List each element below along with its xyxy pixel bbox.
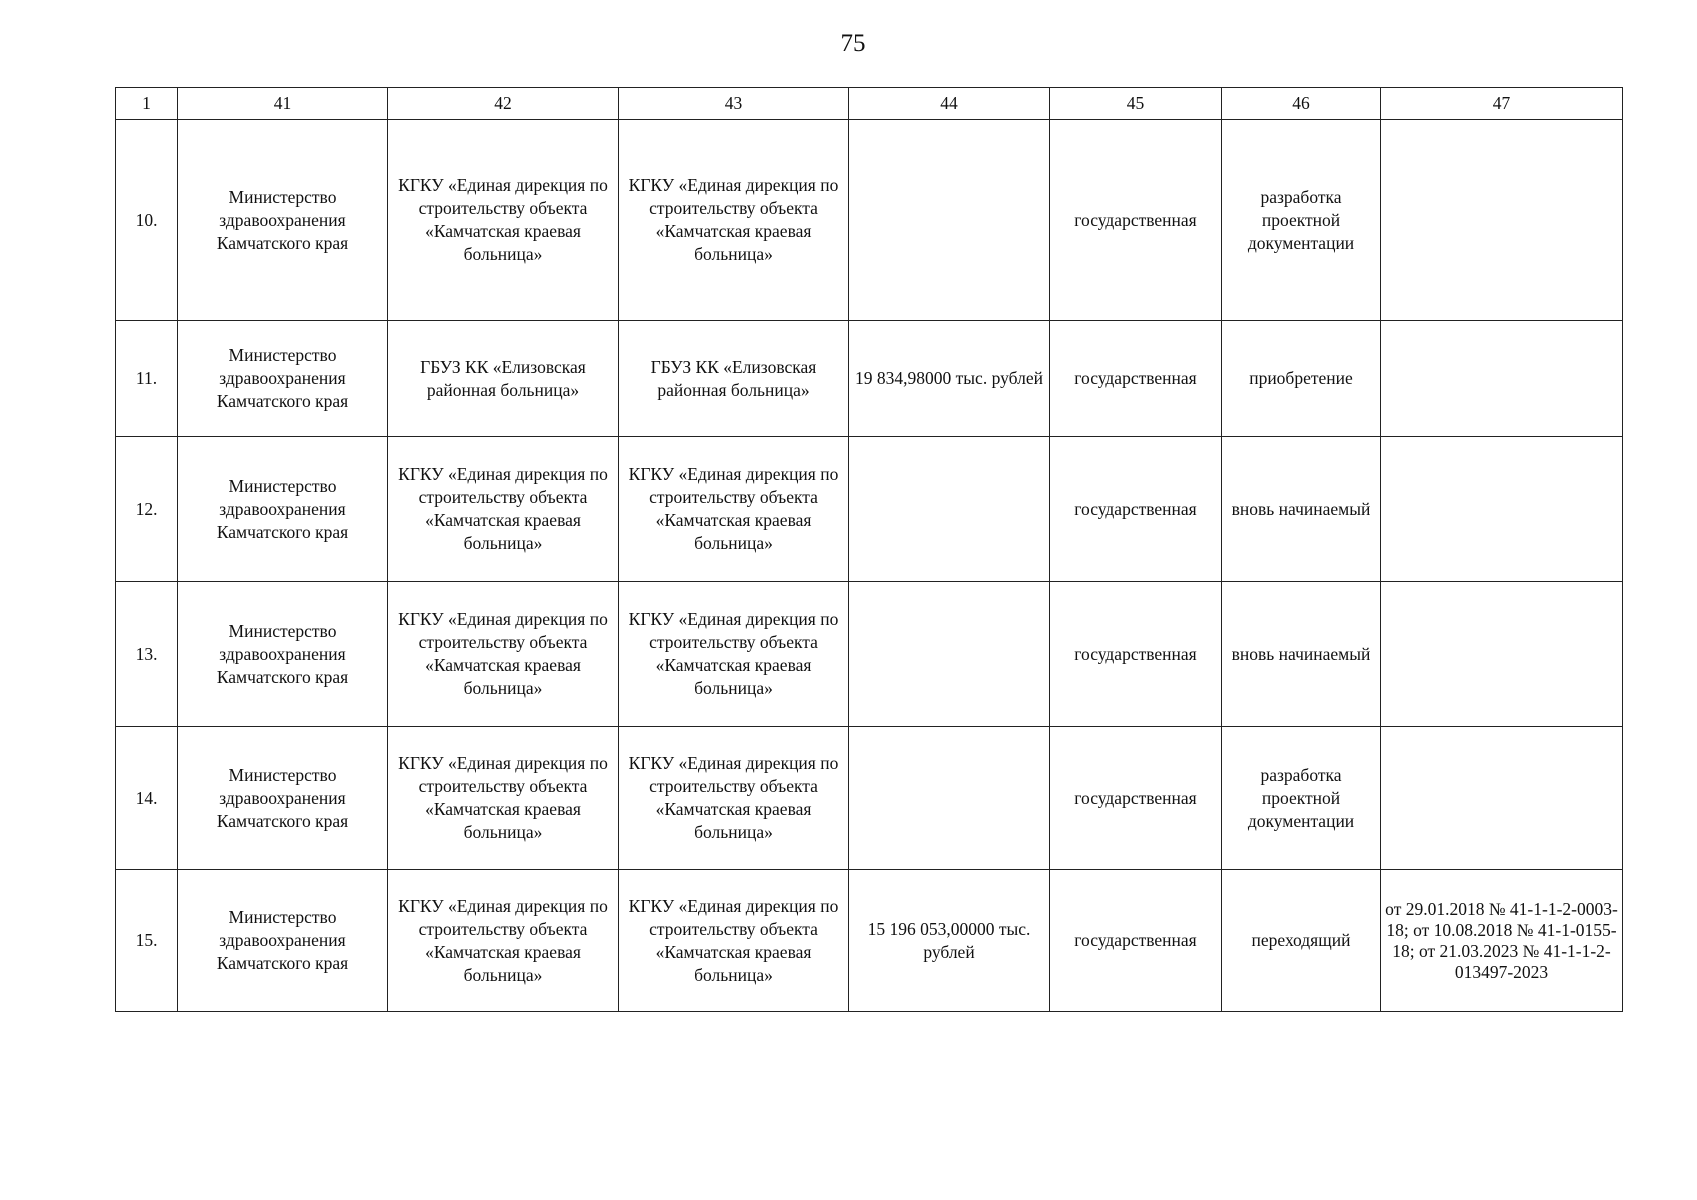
table-cell: КГКУ «Единая дирекция по строительству объекта «Камчатская краевая больница» [388,582,619,727]
table-cell [849,727,1050,870]
table-cell: государственная [1050,870,1222,1012]
table-cell: Министерство здравоохранения Камчатского края [178,582,388,727]
table-row [116,870,1623,1012]
table-cell: государственная [1050,582,1222,727]
table-cell: КГКУ «Единая дирекция по строительству объекта «Камчатская краевая больница» [388,870,619,1012]
table-cell: переходящий [1222,870,1381,1012]
table-cell: государственная [1050,321,1222,437]
table-cell: от 29.01.2018 № 41-1-1-2-0003-18; от 10.08.2018 № 41-1-0155-18; от 21.03.2023 № 41-1-1-2-013497-2023 [1381,870,1623,1012]
header-cell: 45 [1050,88,1222,120]
table-cell: 12. [116,437,178,582]
table-cell: КГКУ «Единая дирекция по строительству объекта «Камчатская краевая больница» [619,727,849,870]
table-cell: КГКУ «Единая дирекция по строительству объекта «Камчатская краевая больница» [619,870,849,1012]
table-cell: приобретение [1222,321,1381,437]
table-cell: вновь начинаемый [1222,582,1381,727]
header-cell: 41 [178,88,388,120]
table-cell: ГБУЗ КК «Елизовская районная больница» [388,321,619,437]
table-cell: Министерство здравоохранения Камчатского края [178,727,388,870]
table-cell [849,120,1050,321]
header-row [116,88,1623,120]
table-row [116,727,1623,870]
table-cell: государственная [1050,727,1222,870]
table-cell: государственная [1050,437,1222,582]
table-cell: разработка проектной документации [1222,120,1381,321]
table-cell: КГКУ «Единая дирекция по строительству объекта «Камчатская краевая больница» [619,120,849,321]
data-table [115,87,1623,1012]
table-row [116,120,1623,321]
table-cell [1381,582,1623,727]
table-cell [1381,437,1623,582]
table-cell [1381,727,1623,870]
table-cell: 19 834,98000 тыс. рублей [849,321,1050,437]
table-cell: Министерство здравоохранения Камчатского края [178,870,388,1012]
table-cell: вновь начинаемый [1222,437,1381,582]
table-cell: КГКУ «Единая дирекция по строительству объекта «Камчатская краевая больница» [619,582,849,727]
table-cell: 11. [116,321,178,437]
table-cell: Министерство здравоохранения Камчатского края [178,437,388,582]
table-cell: 14. [116,727,178,870]
table-cell [849,582,1050,727]
table-cell [1381,120,1623,321]
table-cell: ГБУЗ КК «Елизовская районная больница» [619,321,849,437]
table-cell: КГКУ «Единая дирекция по строительству объекта «Камчатская краевая больница» [388,120,619,321]
header-cell: 1 [116,88,178,120]
table-cell: 10. [116,120,178,321]
header-cell: 42 [388,88,619,120]
table-row [116,437,1623,582]
header-cell: 46 [1222,88,1381,120]
table-row [116,321,1623,437]
table-cell: Министерство здравоохранения Камчатского края [178,321,388,437]
page-number: 75 [840,30,866,57]
table-cell: 15. [116,870,178,1012]
table-cell: КГКУ «Единая дирекция по строительству объекта «Камчатская краевая больница» [388,437,619,582]
table-row [116,582,1623,727]
header-cell: 44 [849,88,1050,120]
table-cell: КГКУ «Единая дирекция по строительству объекта «Камчатская краевая больница» [388,727,619,870]
table-cell [849,437,1050,582]
table-cell [1381,321,1623,437]
table-cell: 15 196 053,00000 тыс. рублей [849,870,1050,1012]
table-cell: 13. [116,582,178,727]
table-cell: разработка проектной документации [1222,727,1381,870]
table-cell: Министерство здравоохранения Камчатского края [178,120,388,321]
table-cell: государственная [1050,120,1222,321]
table-cell: КГКУ «Единая дирекция по строительству объекта «Камчатская краевая больница» [619,437,849,582]
header-cell: 47 [1381,88,1623,120]
header-cell: 43 [619,88,849,120]
